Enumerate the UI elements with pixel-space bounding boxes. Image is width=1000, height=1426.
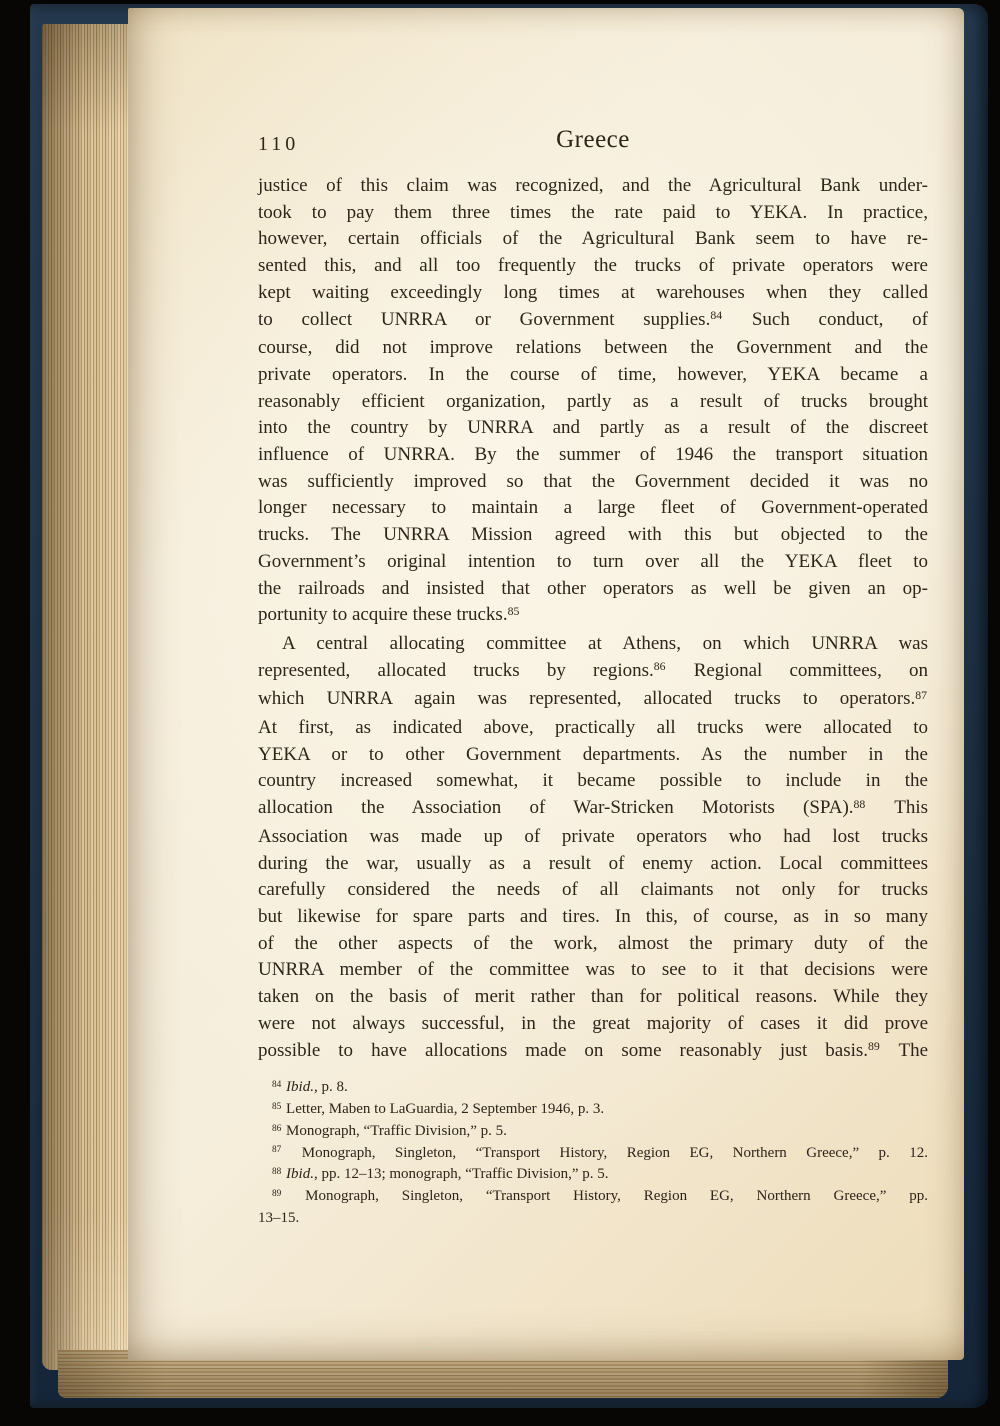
footnote-reference: 88 [272, 1167, 282, 1178]
body-line: carefully considered the needs of all claimants not only for trucks [258, 879, 928, 901]
body-line: YEKA or to other Government departments. As the number in the [258, 743, 928, 765]
body-line: but likewise for spare parts and tires. In this, of course, as in so many [258, 905, 928, 927]
body-line: trucks. The UNRRA Mission agreed with this but objected to the [258, 524, 928, 546]
footnote-reference: 85 [272, 1101, 282, 1112]
footnote-reference: 86 [272, 1123, 282, 1134]
body-line: during the war, usually as a result of enemy action. Local committees [258, 852, 928, 874]
body-line: the railroads and insisted that other operators as well be given an op- [258, 577, 928, 599]
footnote-reference: 85 [507, 604, 520, 618]
footnote-reference: 89 [868, 1040, 880, 1054]
page-fore-edges [42, 24, 134, 1370]
footnote-reference: 89 [272, 1189, 282, 1200]
body-line: private operators. In the course of time, however, YEKA became a [258, 363, 928, 385]
body-line: portunity to acquire these trucks.$^{85}$ [258, 604, 520, 626]
body-line: kept waiting exceedingly long times at warehouses when they called [258, 281, 928, 303]
body-line: UNRRA member of the committee was to see to it that decisions were [258, 959, 928, 981]
running-header: Greece [556, 126, 630, 153]
footnote-reference: 84 [710, 309, 723, 323]
body-line: represented, allocated trucks by regions.$^{86}$ Regional committees, on [258, 659, 929, 681]
body-line: taken on the basis of merit rather than for political reasons. While they [258, 986, 928, 1008]
footnote-line: $^{84}$ Ibid., p. 8. [272, 1079, 348, 1096]
footnote-reference: 86 [653, 660, 666, 674]
body-line: to collect UNRRA or Government supplies.$^{84}$ Such conduct, of [258, 308, 928, 330]
body-line: into the country by UNRRA and partly as a result of the discreet [258, 417, 928, 439]
body-line: was sufficiently improved so that the Government decided it was no [258, 470, 928, 492]
page-content [258, 126, 928, 1229]
footnote-reference: 84 [272, 1080, 282, 1091]
footnotes [258, 1078, 928, 1229]
footnote-line: $^{85}$ Letter, Maben to LaGuardia, 2 September 1946, p. 3. [272, 1101, 605, 1117]
body-line: Association was made up of private operators who had lost trucks [258, 825, 928, 847]
body-line: Government’s original intention to turn over all the YEKA fleet to [258, 550, 928, 572]
body-line: longer necessary to maintain a large fleet of Government-operated [258, 497, 928, 519]
body-line: reasonably efficient organization, partly as a result of trucks brought [258, 390, 928, 412]
italic-text: Ibid. [286, 1079, 314, 1096]
page-number: 110 [258, 133, 300, 155]
footnote-line: $^{87}$ Monograph, Singleton, “Transport History, Region EG, Northern Greece,” p. 12. [272, 1144, 928, 1161]
footnote-line: 13–15. [258, 1209, 300, 1226]
body-line: were not always successful, in the great majority of cases it did prove [258, 1012, 928, 1034]
footnote-line: $^{89}$ Monograph, Singleton, “Transport History, Region EG, Northern Greece,” pp. [272, 1188, 928, 1205]
footnote-reference: 87 [915, 689, 927, 703]
body-line: country increased somewhat, it became possible to include in the [258, 770, 928, 792]
body-line: At first, as indicated above, practically all trucks were allocated to [258, 717, 928, 739]
body-line: allocation the Association of War-Stricken Motorists (SPA).$^{88}$ This [258, 797, 928, 819]
body-line: justice of this claim was recognized, and the Agricultural Bank under- [258, 175, 928, 196]
footnote-line: $^{86}$ Monograph, “Traffic Division,” p. 5. [272, 1122, 507, 1139]
footnote-reference: 87 [272, 1145, 282, 1156]
page-headline [258, 126, 928, 160]
footnote-line: $^{88}$ Ibid., pp. 12–13; monograph, “Traffic Division,” p. 5. [272, 1166, 609, 1183]
body-line: possible to have allocations made on some reasonably just basis.$^{89}$ The [258, 1039, 928, 1061]
body-line: however, certain officials of the Agricultural Bank seem to have re- [258, 228, 928, 250]
body-text [258, 173, 928, 1066]
body-line: course, did not improve relations between the Government and the [258, 337, 928, 359]
body-line: which UNRRA again was represented, allocated trucks to operators.$^{87}$ [258, 688, 927, 710]
body-line: sented this, and all too frequently the trucks of private operators were [258, 255, 928, 277]
body-line: took to pay them three times the rate paid to YEKA. In practice, [258, 201, 928, 223]
body-line: influence of UNRRA. By the summer of 1946 the transport situation [258, 444, 928, 466]
italic-text: Ibid. [286, 1166, 314, 1183]
body-line: of the other aspects of the work, almost the primary duty of the [258, 932, 928, 954]
body-line: A central allocating committee at Athens, on which UNRRA was [282, 632, 928, 654]
footnote-reference: 88 [853, 797, 866, 811]
book-page [128, 8, 964, 1360]
